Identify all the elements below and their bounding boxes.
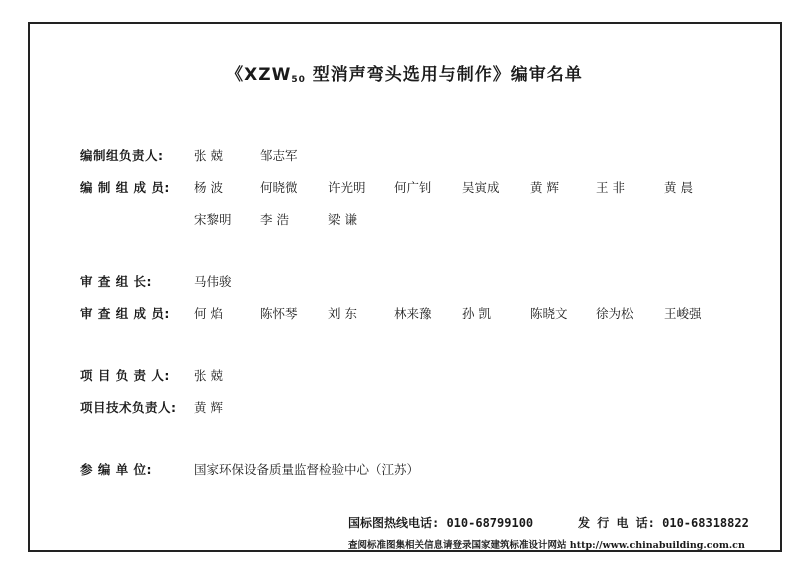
person-name: 张 兢 — [194, 148, 223, 163]
person-name: 黄 辉 — [194, 400, 223, 415]
person-name: 何 焰 — [194, 306, 223, 321]
person-name: 李 浩 — [260, 212, 289, 227]
person-name: 许光明 — [328, 180, 366, 195]
person-name: 林来豫 — [394, 306, 432, 321]
person-name: 刘 东 — [328, 306, 357, 321]
label-reviewers: 审 查 组 成 员: — [80, 306, 170, 321]
label-chief-editors: 编制组负责人: — [80, 148, 164, 163]
hotline-text: 国标图热线电话: 010-68799100 — [348, 516, 534, 530]
person-name: 何晓微 — [260, 180, 298, 195]
page-title: 《$XZW_{50}$ 型消声弯头选用与制作》编审名单 — [226, 65, 583, 85]
person-name: 何广钊 — [394, 180, 432, 195]
person-name: 徐为松 — [596, 306, 634, 321]
person-name: 孙 凯 — [462, 306, 491, 321]
person-name: 王 非 — [596, 180, 625, 195]
person-name: 吴寅成 — [462, 180, 500, 195]
person-name: 陈怀琴 — [260, 306, 298, 321]
person-name: 梁 谦 — [328, 212, 357, 227]
person-name: 黄 辉 — [530, 180, 559, 195]
label-project-lead: 项 目 负 责 人: — [80, 368, 170, 383]
label-review-leader: 审 查 组 长: — [80, 274, 153, 289]
publish-phone-text: 发 行 电 话: 010-68318822 — [578, 516, 749, 530]
person-name: 王峻强 — [664, 306, 702, 321]
person-name: 宋黎明 — [194, 212, 232, 227]
person-name: 杨 波 — [194, 180, 223, 195]
person-name: 陈晓文 — [530, 306, 568, 321]
person-name: 黄 晨 — [664, 180, 693, 195]
title-subscript: 50 — [291, 75, 306, 85]
person-name: 张 兢 — [194, 368, 223, 383]
person-name: 邹志军 — [260, 148, 298, 163]
label-participant: 参 编 单 位: — [80, 462, 153, 477]
label-editors: 编 制 组 成 员: — [80, 180, 170, 195]
participant-unit: 国家环保设备质量监督检验中心（江苏） — [194, 462, 420, 477]
person-name: 马伟骏 — [194, 274, 232, 289]
label-tech-lead: 项目技术负责人: — [80, 400, 177, 415]
footer-website: 查阅标准图集相关信息请登录国家建筑标准设计网站 http://www.chinabuilding.com.cn — [348, 540, 745, 551]
